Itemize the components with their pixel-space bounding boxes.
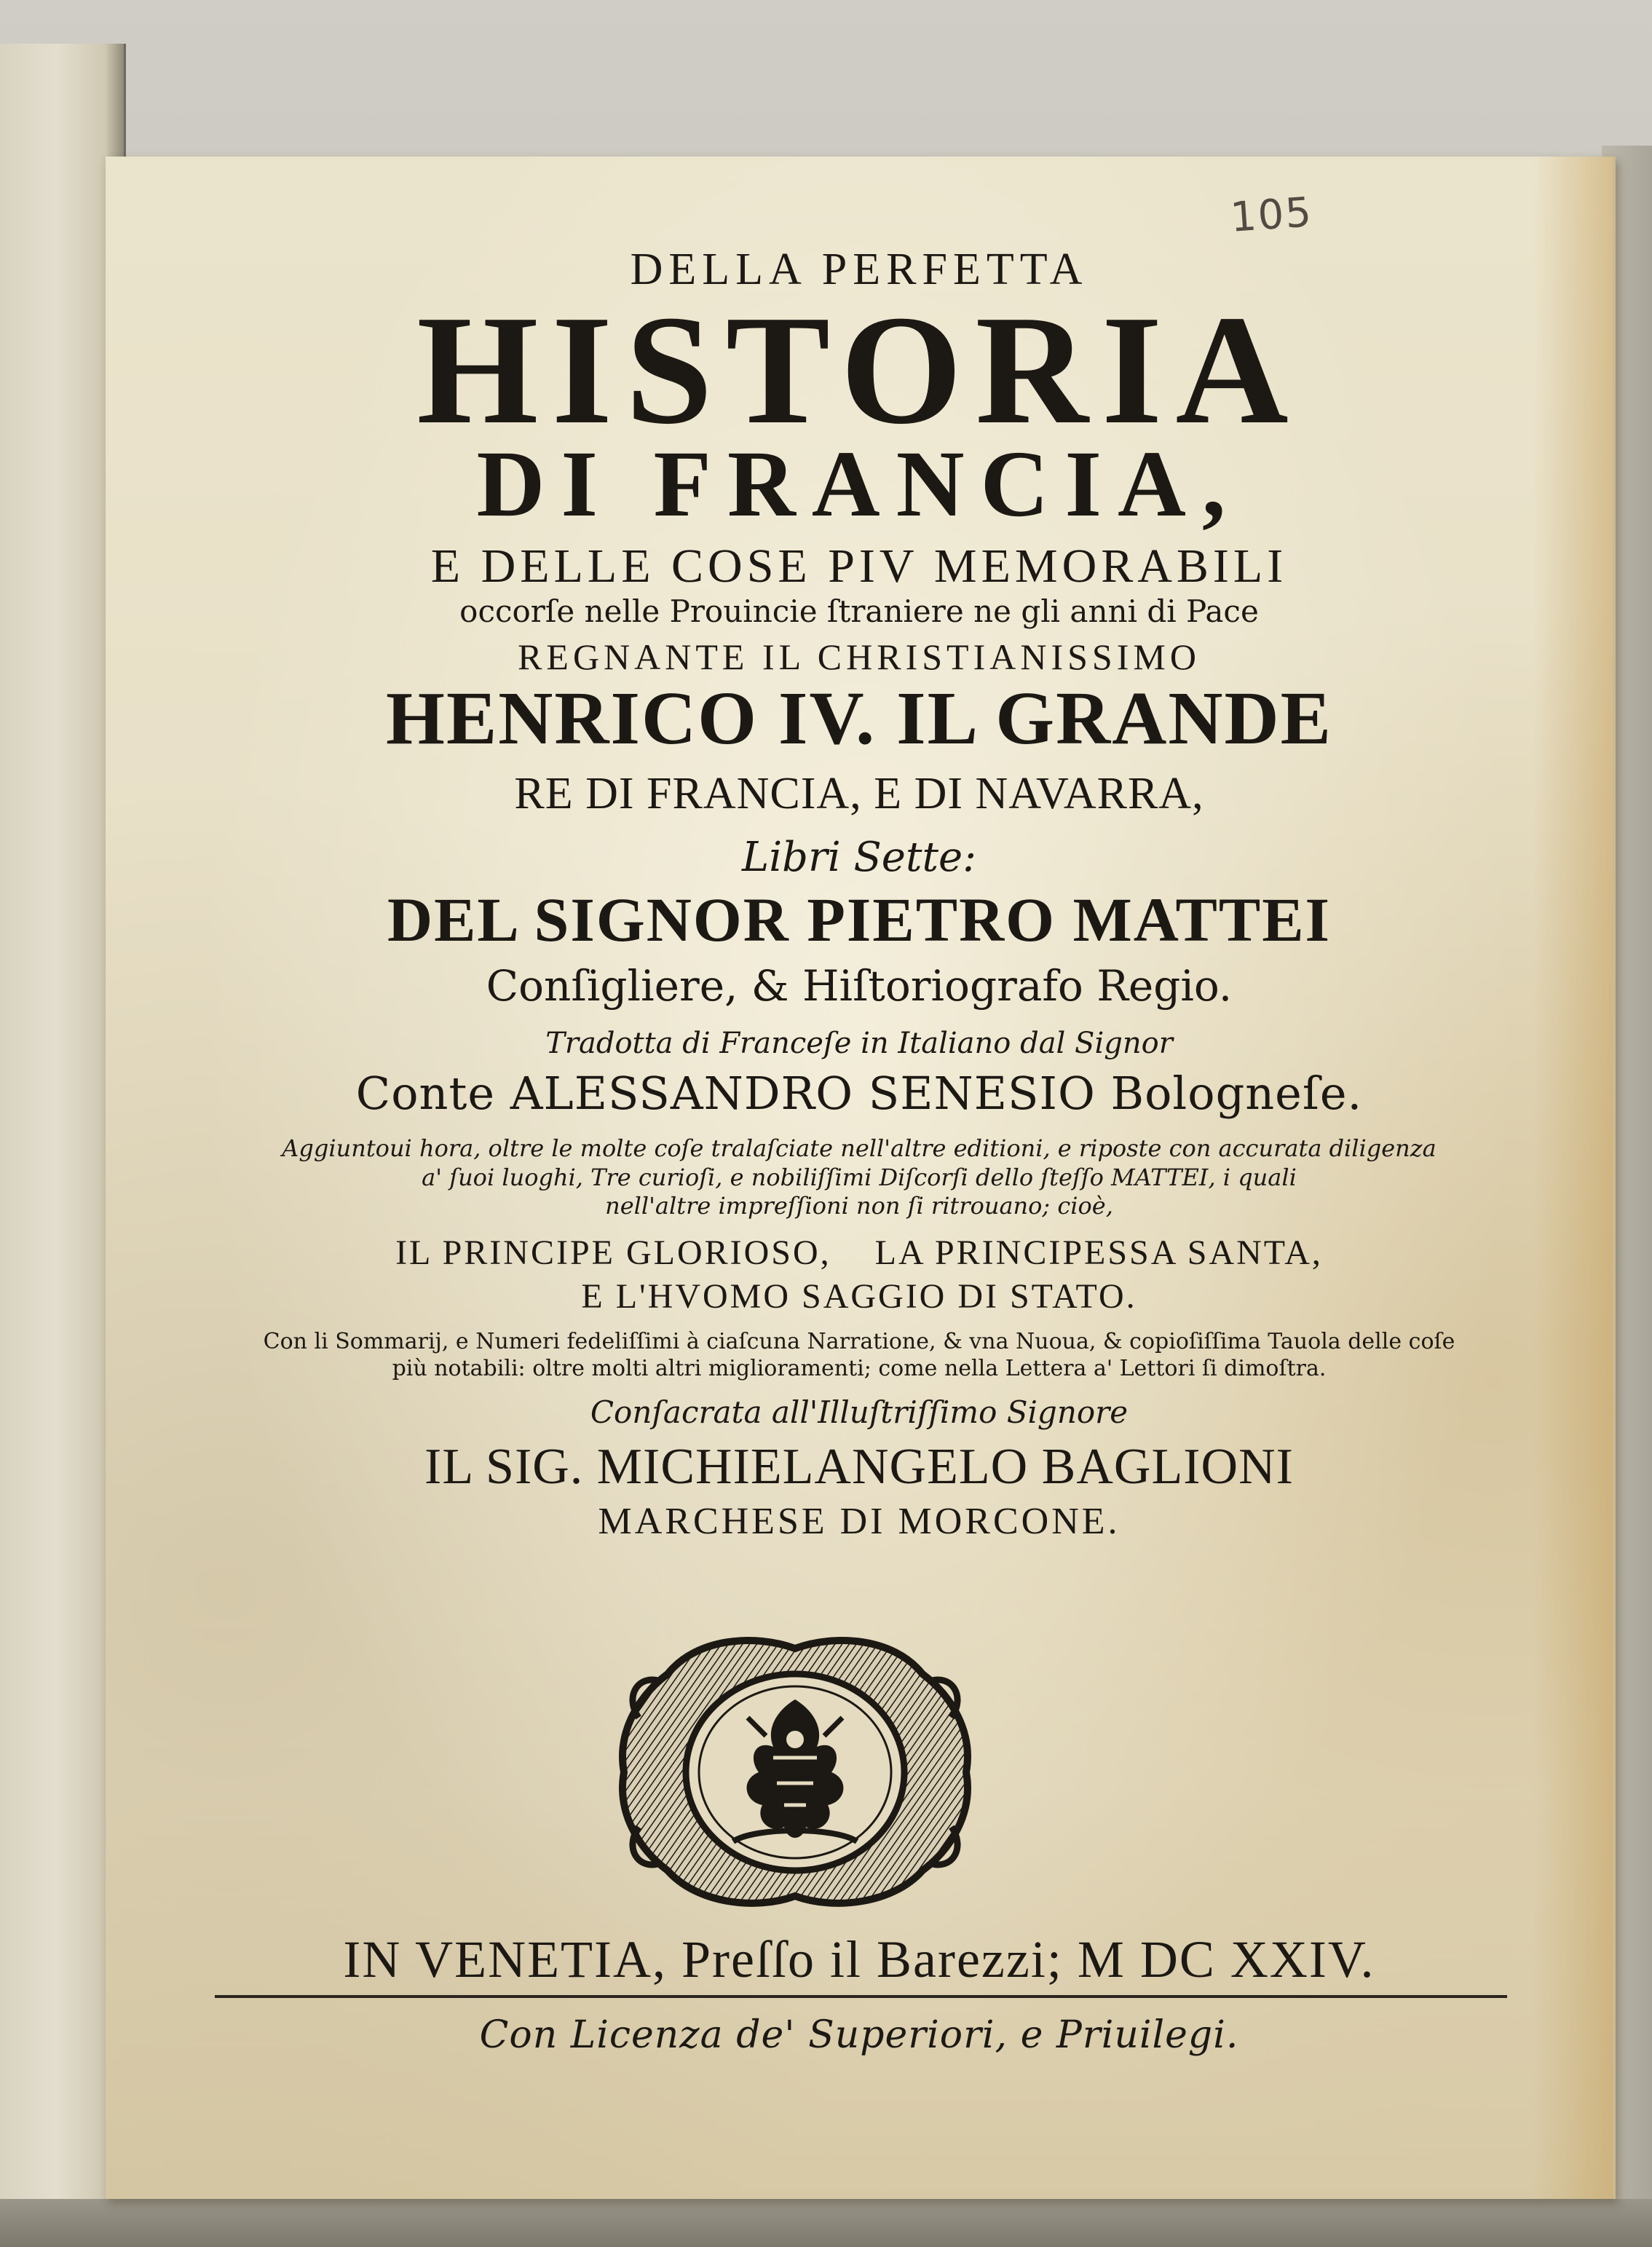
- translation-note: Tradotta di Franceſe in Italiano dal Signor: [545, 1027, 1173, 1060]
- discourses-line-1: IL PRINCIPE GLORIOSO, LA PRINCIPESSA SANTA,: [395, 1233, 1323, 1272]
- title-page: [106, 157, 1616, 2199]
- author-title: Conſigliere, & Hiſtoriografo Regio.: [486, 961, 1233, 1011]
- imprint-line: IN VENETIA, Preſſo il Barezzi; M DC XXIV.: [343, 1930, 1375, 1989]
- title-line-5: occorſe nelle Prouincie ſtraniere ne gli anni di Pace: [459, 593, 1259, 629]
- title-libri-sette: Libri Sette:: [742, 834, 976, 881]
- dedication-name: IL SIG. MICHIELANGELO BAGLIONI: [424, 1439, 1294, 1495]
- author-name: DEL SIGNOR PIETRO MATTEI: [387, 885, 1332, 955]
- dedication-intro: Conſacrata all'Illuſtriſſimo Signore: [590, 1394, 1129, 1430]
- title-line-4: E DELLE COSE PIV MEMORABILI: [430, 540, 1288, 593]
- title-line-8: RE DI FRANCIA, E DI NAVARRA,: [514, 769, 1204, 818]
- folio-mark: 105: [1228, 189, 1315, 242]
- imprint-rule: [215, 1995, 1507, 1998]
- dedication-title: MARCHESE DI MORCONE.: [598, 1501, 1121, 1542]
- additions-line-1: Aggiuntoui hora, oltre le molte coſe tralaſciate nell'altre editioni, e riposte con accurata diligenza: [282, 1134, 1436, 1162]
- discourses-line-2: E L'HVOMO SAGGIO DI STATO.: [581, 1277, 1137, 1316]
- additions-line-2: a' ſuoi luoghi, Tre curioſi, e nobiliſſimi Diſcorſi dello ſteſſo MATTEI, i quali: [422, 1164, 1297, 1191]
- translator-name: Conte ALESSANDRO SENESIO Bologneſe.: [355, 1067, 1363, 1120]
- additions-line-3: nell'altre impreſſioni non ſi ritrouano; cioè,: [605, 1192, 1113, 1220]
- extras-line-2: più notabili: oltre molti altri miglioramenti; come nella Lettera a' Lettori ſi dimoſtra.: [392, 1356, 1327, 1381]
- title-line-6: REGNANTE IL CHRISTIANISSIMO: [518, 636, 1201, 677]
- extras-line-1: Con li Sommarij, e Numeri fedeliſſimi à ciaſcuna Narratione, & vna Nuoua, & copioſiſſima Tauola delle coſe: [263, 1329, 1455, 1354]
- title-di-francia: DI FRANCIA,: [476, 432, 1242, 537]
- license-line: Con Licenza de' Superiori, e Priuilegi.: [479, 2013, 1239, 2057]
- bottom-board: [0, 2199, 1652, 2247]
- printers-device-woodcut: [609, 1630, 981, 1914]
- title-line-1: DELLA PERFETTA: [630, 245, 1088, 294]
- title-historia: HISTORIA: [416, 283, 1302, 457]
- title-henrico: HENRICO IV. IL GRANDE: [386, 676, 1332, 760]
